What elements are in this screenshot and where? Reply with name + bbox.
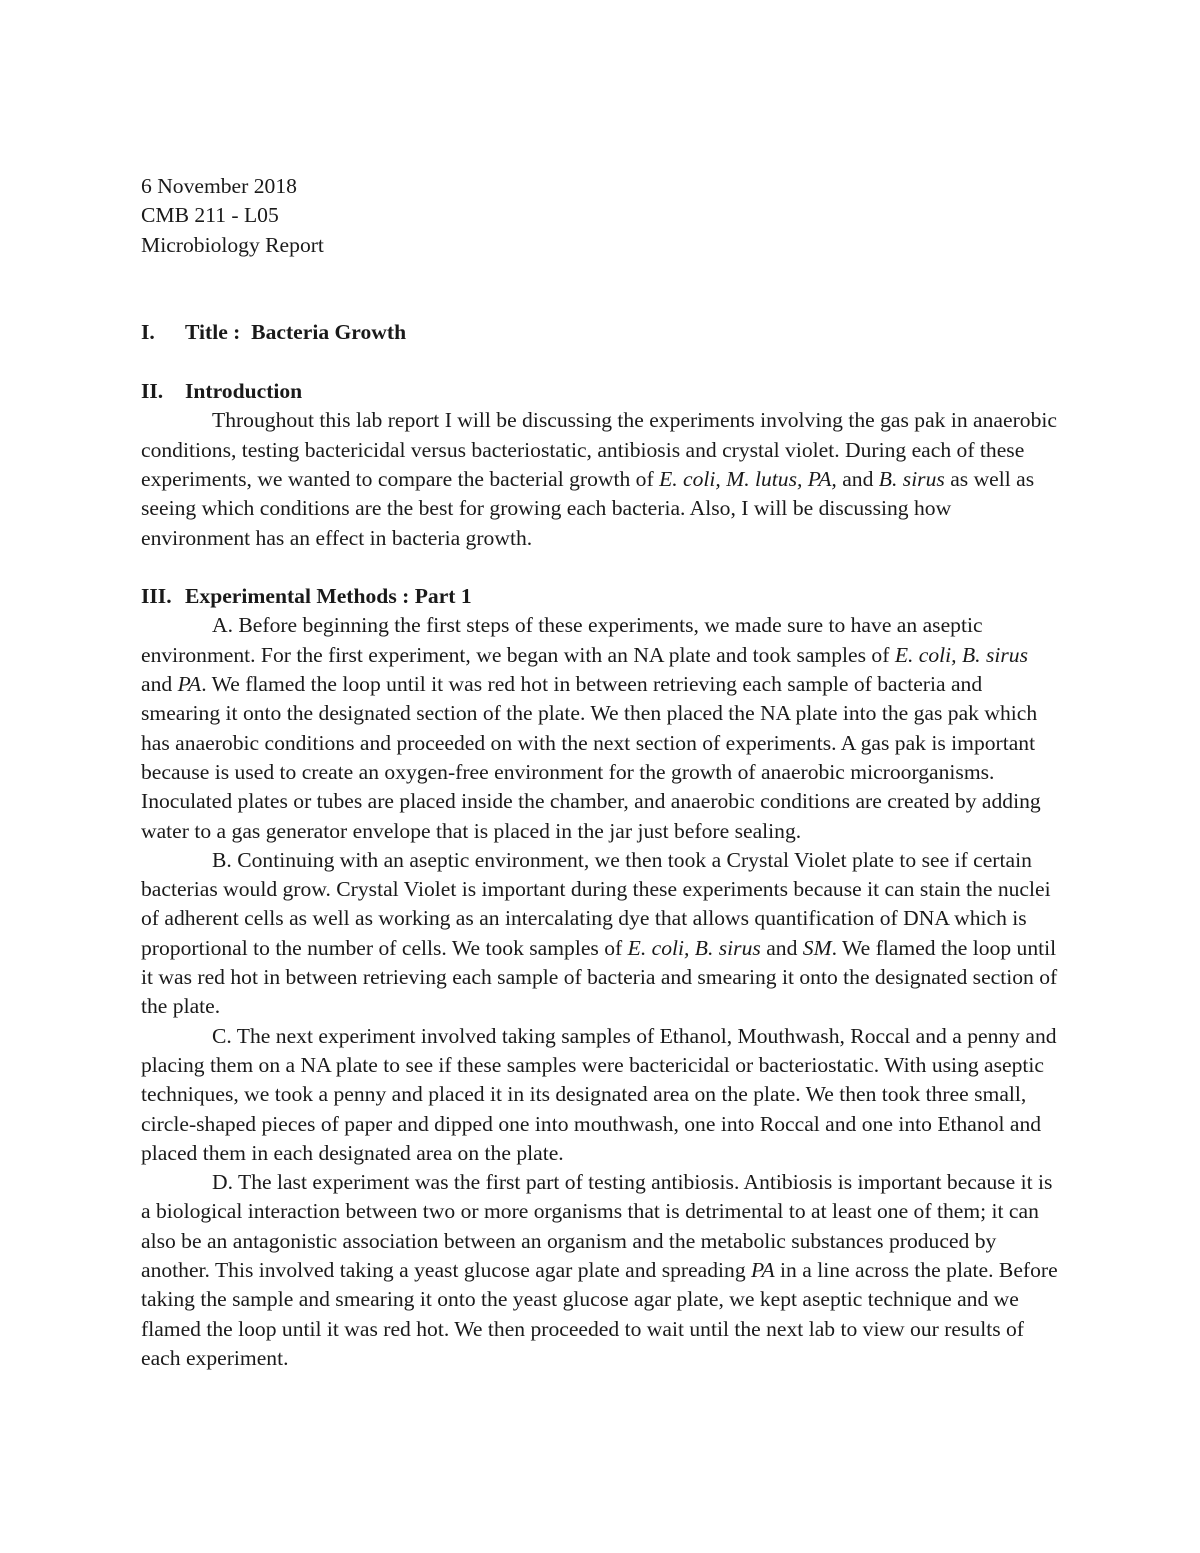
section-methods-heading [141,582,1061,611]
methods-paragraph [141,1168,1061,1373]
section-heading-text: Introduction [185,379,303,404]
text-run: C. The next experiment involved taking samples of Ethanol, Mouthwash, Roccal and a penny and placing them on a NA plate to see if these samples were bactericidal or bacteriostatic. With using aseptic techniques, we took a penny and placed it in its designated area on the plate. We then took three small, circle-shaped pieces of paper and dipped one into mouthwash, one into Roccal and one into Ethanol and placed them in each designated area on the plate. [141,1023,1057,1165]
text-run: D. The last experiment was the first part of testing antibiosis. Antibiosis is important because it is a biological interaction between two or more organisms that is detrimental to at least one of them; it can also be an antagonistic association between an organism and the metabolic substances produced by another. This involved taking a yeast glucose agar plate and spreading [141,1170,1053,1282]
italic-text-run: E. coli, M. lutus, PA, [659,466,837,491]
course-code: CMB 211 - L05 [141,203,279,228]
document-page [141,172,1061,1373]
section-numeral: I. [141,320,155,345]
italic-text-run: SM [802,935,832,960]
text-run: . We flamed the loop until it was red hot in between retrieving each sample of bacteria and smearing it onto the designated section of the plate. We then placed the NA plate into the gas pak which has anaerobic conditions and proceeded on with the next section of experiments. A gas pak is important because is used to create an oxygen-free environment for the growth of anaerobic microorganisms. Inoculated plates or tubes are placed inside the chamber, and anaerobic conditions are created by adding water to a gas generator envelope that is placed in the jar just before sealing. [141,672,1041,843]
text-run: . We flamed the loop until it was red hot in between retrieving each sample of bacteria and smearing it onto the designated section of the plate. [141,935,1058,1019]
methods-paragraphs [141,611,1061,1373]
section-heading-text: Title : Bacteria Growth [185,320,407,345]
text-run: B. Continuing with an aseptic environment, we then took a Crystal Violet plate to see if certain bacterias would grow. Crystal Violet is important during these experiments because it can stain the nuclei of adherent cells as well as working as an intercalating dye that allows quantification of DNA which is proportional to the number of cells. We took samples of [141,847,1051,960]
spacer [141,348,1061,377]
methods-paragraph [141,611,1061,845]
methods-paragraph [141,846,1061,1022]
text-run: and [760,935,803,960]
spacer [141,260,1061,289]
section-introduction-heading [141,377,1061,406]
methods-paragraph [141,1022,1061,1168]
italic-text-run: PA [177,672,202,697]
spacer [141,553,1061,582]
text-run: A. Before beginning the first steps of these experiments, we made sure to have an aseptic environment. For the first experiment, we began with an NA plate and took samples of [141,613,983,667]
text-run: in a line across the plate. Before taking the sample and smearing it onto the yeast glucose agar plate, we kept aseptic technique and we flamed the loop until it was red hot. We then proceeded to wait until the next lab to view our results of each experiment. [141,1257,1058,1370]
italic-text-run: E. coli, B. sirus [894,642,1028,667]
italic-text-run: B. sirus [878,466,945,491]
italic-text-run: E. coli, B. sirus [627,935,761,960]
report-type: Microbiology Report [141,232,324,257]
section-title-heading [141,318,1061,347]
section-numeral: III. [141,584,172,609]
section-numeral: II. [141,379,164,404]
report-date: 6 November 2018 [141,174,297,198]
text-run: and [836,466,879,491]
text-run: as well as seeing which conditions are the best for growing each bacteria. Also, I will be discussing how environment has an effect in bacteria growth. [141,466,1035,550]
italic-text-run: PA [751,1257,775,1282]
text-run: Throughout this lab report I will be discussing the experiments involving the gas pak in anaerobic conditions, testing bactericidal versus bacteriostatic, antibiosis and crystal violet. During each of these experiments, we wanted to compare the bacterial growth of [141,408,1057,491]
spacer [141,289,1061,318]
section-heading-text: Experimental Methods : Part 1 [185,584,472,609]
text-run: and [141,672,178,697]
introduction-paragraph [141,406,1061,552]
